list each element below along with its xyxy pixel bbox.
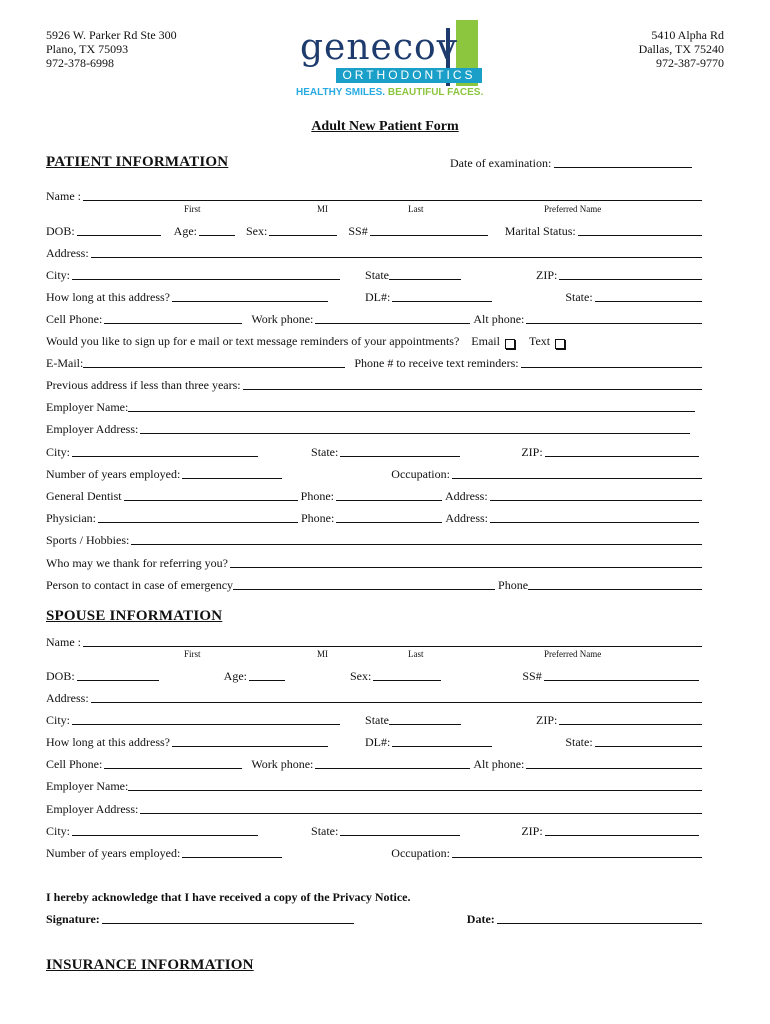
marital-input[interactable] <box>578 235 702 236</box>
dob-input[interactable] <box>77 235 161 236</box>
cell-label: Cell Phone: <box>46 312 103 326</box>
spouse-name-sublabels <box>0 649 770 661</box>
sex-input[interactable] <box>269 235 337 236</box>
text-phone-input[interactable] <box>521 367 702 368</box>
spouse-employer-state-input[interactable] <box>340 835 460 836</box>
text-checkbox[interactable] <box>555 339 565 349</box>
physician-row <box>46 510 705 526</box>
work-label: Work phone: <box>251 312 314 326</box>
spouse-address-row <box>46 690 705 706</box>
employer-address-input[interactable] <box>140 433 690 434</box>
employer-name-row <box>46 399 698 415</box>
spouse-ss-label: SS# <box>522 669 542 683</box>
dl-state-label: State: <box>565 290 593 304</box>
address-line: Dallas, TX 75240 <box>638 42 724 56</box>
ss-input[interactable] <box>370 235 488 236</box>
dentist-row <box>46 488 705 504</box>
patient-section-title: PATIENT INFORMATION <box>46 154 229 170</box>
spouse-employer-zip-label: ZIP: <box>521 824 543 838</box>
dentist-address-input[interactable] <box>490 500 702 501</box>
spouse-occupation-input[interactable] <box>452 857 702 858</box>
city-input[interactable] <box>72 279 340 280</box>
employer-zip-label: ZIP: <box>521 445 543 459</box>
spouse-age-input[interactable] <box>249 680 285 681</box>
spouse-state-label: State <box>365 713 390 727</box>
email-checkbox[interactable] <box>505 339 515 349</box>
dl-input[interactable] <box>392 301 492 302</box>
privacy-acknowledgement: I hereby acknowledge that I have received a copy of the Privacy Notice. <box>46 890 411 904</box>
state-label: State <box>365 268 390 282</box>
spouse-occupation-label: Occupation: <box>391 846 450 860</box>
signature-input[interactable] <box>102 923 354 924</box>
spouse-employer-address-row <box>46 801 705 817</box>
spouse-years-employed-input[interactable] <box>182 857 282 858</box>
years-employed-input[interactable] <box>182 478 282 479</box>
dob-label: DOB: <box>46 224 75 238</box>
referral-row <box>46 555 705 571</box>
spouse-sub-preferred: Preferred Name <box>544 649 602 659</box>
employer-zip-input[interactable] <box>545 456 699 457</box>
years-employed-row <box>46 466 705 482</box>
spouse-sex-input[interactable] <box>373 680 441 681</box>
spouse-years-employed-label: Number of years employed: <box>46 846 181 860</box>
spouse-employer-name-label: Employer Name: <box>46 779 129 793</box>
address-line: 5410 Alpha Rd <box>651 28 724 42</box>
zip-input[interactable] <box>559 279 702 280</box>
spouse-employer-name-input[interactable] <box>128 790 702 791</box>
ss-label: SS# <box>348 224 368 238</box>
spouse-name-label: Name : <box>46 635 81 649</box>
spouse-employer-name-row <box>46 778 705 794</box>
emergency-phone-input[interactable] <box>528 589 702 590</box>
sports-label: Sports / Hobbies: <box>46 533 130 547</box>
marital-label: Marital Status: <box>504 224 576 238</box>
spouse-employer-address-input[interactable] <box>140 813 702 814</box>
dentist-input[interactable] <box>124 500 298 501</box>
reminders-question: Would you like to sign up for e mail or text message reminders of your appointments? <box>46 334 460 348</box>
employer-name-label: Employer Name: <box>46 400 129 414</box>
spouse-alt-label: Alt phone: <box>473 757 525 771</box>
patient-name-row <box>46 188 705 204</box>
occupation-input[interactable] <box>452 478 702 479</box>
spouse-howlong-input[interactable] <box>172 746 328 747</box>
spouse-employer-city-input[interactable] <box>72 835 258 836</box>
howlong-input[interactable] <box>172 301 328 302</box>
employer-address-row <box>46 421 693 437</box>
exam-date-input[interactable] <box>554 167 692 168</box>
spouse-cell-label: Cell Phone: <box>46 757 103 771</box>
address-line: 972-378-6998 <box>46 56 114 70</box>
spouse-dl-input[interactable] <box>392 746 492 747</box>
spouse-sub-first: First <box>184 649 201 659</box>
spouse-howlong-row <box>46 734 705 750</box>
employer-state-label: State: <box>311 445 339 459</box>
spouse-ss-input[interactable] <box>544 680 699 681</box>
spouse-address-label: Address: <box>46 691 89 705</box>
patient-howlong-row <box>46 289 705 305</box>
dl-label: DL#: <box>364 290 391 304</box>
sex-label: Sex: <box>246 224 268 238</box>
physician-address-input[interactable] <box>490 522 699 523</box>
spouse-work-label: Work phone: <box>251 757 314 771</box>
name-input[interactable] <box>83 200 702 201</box>
insurance-section-title: INSURANCE INFORMATION <box>46 957 254 973</box>
employer-city-label: City: <box>46 445 71 459</box>
tagline-part-1: HEALTHY SMILES. <box>296 87 386 98</box>
patient-city-row <box>46 267 705 283</box>
spouse-employer-address-label: Employer Address: <box>46 802 139 816</box>
right-office-address <box>639 28 724 70</box>
dentist-address-label: Address: <box>444 489 488 503</box>
email-row <box>46 355 705 371</box>
emergency-input[interactable] <box>233 589 495 590</box>
sub-mi: MI <box>317 204 328 214</box>
employer-state-input[interactable] <box>340 456 460 457</box>
age-label: Age: <box>173 224 197 238</box>
spouse-state-input[interactable] <box>389 724 461 725</box>
email-input[interactable] <box>83 367 345 368</box>
spouse-phones-row <box>46 756 705 772</box>
alt-label: Alt phone: <box>473 312 525 326</box>
signature-row <box>46 911 705 927</box>
spouse-sub-mi: MI <box>317 649 328 659</box>
text-option-label: Text <box>528 334 551 348</box>
sub-last: Last <box>408 204 424 214</box>
spouse-city-row <box>46 712 705 728</box>
exam-date-field <box>450 156 692 171</box>
sports-input[interactable] <box>131 544 702 545</box>
employer-address-label: Employer Address: <box>46 422 139 436</box>
exam-date-label: Date of examination: <box>450 156 552 170</box>
reminders-row <box>46 333 705 349</box>
emergency-row <box>46 577 705 593</box>
name-sublabels <box>0 204 770 216</box>
left-office-address <box>46 28 177 70</box>
spouse-cell-input[interactable] <box>104 768 242 769</box>
patient-dob-row <box>46 223 705 239</box>
spouse-employer-city-label: City: <box>46 824 71 838</box>
prev-address-label: Previous address if less than three years: <box>46 378 241 392</box>
spouse-sex-label: Sex: <box>350 669 372 683</box>
spouse-dob-row <box>46 668 705 684</box>
physician-phone-input[interactable] <box>336 522 442 523</box>
spouse-alt-input[interactable] <box>526 768 702 769</box>
years-employed-label: Number of years employed: <box>46 467 181 481</box>
sub-preferred: Preferred Name <box>544 204 602 214</box>
spouse-employer-state-label: State: <box>311 824 339 838</box>
address-line: 5926 W. Parker Rd Ste 300 <box>46 28 177 42</box>
physician-label: Physician: <box>46 511 96 525</box>
age-input[interactable] <box>199 235 235 236</box>
patient-phones-row <box>46 311 705 327</box>
physician-input[interactable] <box>98 522 298 523</box>
spouse-address-input[interactable] <box>91 702 702 703</box>
tagline <box>296 87 483 98</box>
signature-label: Signature: <box>46 912 100 926</box>
physician-phone-label: Phone: <box>301 511 335 525</box>
occupation-label: Occupation: <box>391 467 450 481</box>
spouse-dl-label: DL#: <box>364 735 391 749</box>
employer-city-input[interactable] <box>72 456 258 457</box>
spouse-dob-input[interactable] <box>77 680 159 681</box>
zip-label: ZIP: <box>536 268 558 282</box>
address-label: Address: <box>46 246 89 260</box>
address-line: Plano, TX 75093 <box>46 42 129 56</box>
form-title: Adult New Patient Form <box>311 119 459 134</box>
sub-first: First <box>184 204 201 214</box>
dentist-phone-input[interactable] <box>336 500 442 501</box>
dentist-label: General Dentist <box>46 489 122 503</box>
genecov-logo <box>296 20 486 86</box>
howlong-label: How long at this address? <box>46 290 170 304</box>
logo-orthodontics: ORTHODONTICS <box>336 68 482 83</box>
email-label: E-Mail: <box>46 356 84 370</box>
prev-address-row <box>46 377 705 393</box>
text-phone-label: Phone # to receive text reminders: <box>354 356 519 370</box>
spouse-years-employed-row <box>46 845 705 861</box>
spouse-employer-city-row <box>46 823 705 839</box>
prev-address-input[interactable] <box>243 389 702 390</box>
alt-input[interactable] <box>526 323 702 324</box>
cell-input[interactable] <box>104 323 242 324</box>
city-label: City: <box>46 268 71 282</box>
logo-wordmark: genecov <box>300 27 459 68</box>
date-input[interactable] <box>497 923 702 924</box>
spouse-employer-zip-input[interactable] <box>545 835 699 836</box>
address-input[interactable] <box>91 257 702 258</box>
spouse-howlong-label: How long at this address? <box>46 735 170 749</box>
spouse-age-label: Age: <box>223 669 247 683</box>
dl-state-input[interactable] <box>595 301 702 302</box>
patient-address-row <box>46 245 705 261</box>
emergency-phone-label: Phone <box>498 578 529 592</box>
spouse-zip-input[interactable] <box>559 724 702 725</box>
physician-address-label: Address: <box>445 511 489 525</box>
spouse-dob-label: DOB: <box>46 669 75 683</box>
spouse-city-label: City: <box>46 713 71 727</box>
spouse-work-input[interactable] <box>315 768 470 769</box>
date-label: Date: <box>466 912 495 926</box>
spouse-zip-label: ZIP: <box>536 713 558 727</box>
spouse-section-title: SPOUSE INFORMATION <box>46 608 223 624</box>
emergency-label: Person to contact in case of emergency <box>46 578 234 592</box>
spouse-name-row <box>46 634 705 650</box>
spouse-sub-last: Last <box>408 649 424 659</box>
address-line: 972-387-9770 <box>656 56 724 70</box>
referral-input[interactable] <box>230 567 702 568</box>
tagline-part-2: BEAUTIFUL FACES. <box>387 87 484 98</box>
spouse-city-input[interactable] <box>72 724 340 725</box>
email-option-label: Email <box>471 334 500 348</box>
dentist-phone-label: Phone: <box>300 489 334 503</box>
spouse-name-input[interactable] <box>83 646 702 647</box>
name-label: Name : <box>46 189 81 203</box>
work-input[interactable] <box>315 323 470 324</box>
referral-label: Who may we thank for referring you? <box>46 556 228 570</box>
employer-city-row <box>46 444 705 460</box>
employer-name-input[interactable] <box>128 411 695 412</box>
spouse-dl-state-input[interactable] <box>595 746 702 747</box>
spouse-dl-state-label: State: <box>565 735 593 749</box>
sports-row <box>46 532 705 548</box>
state-input[interactable] <box>389 279 461 280</box>
